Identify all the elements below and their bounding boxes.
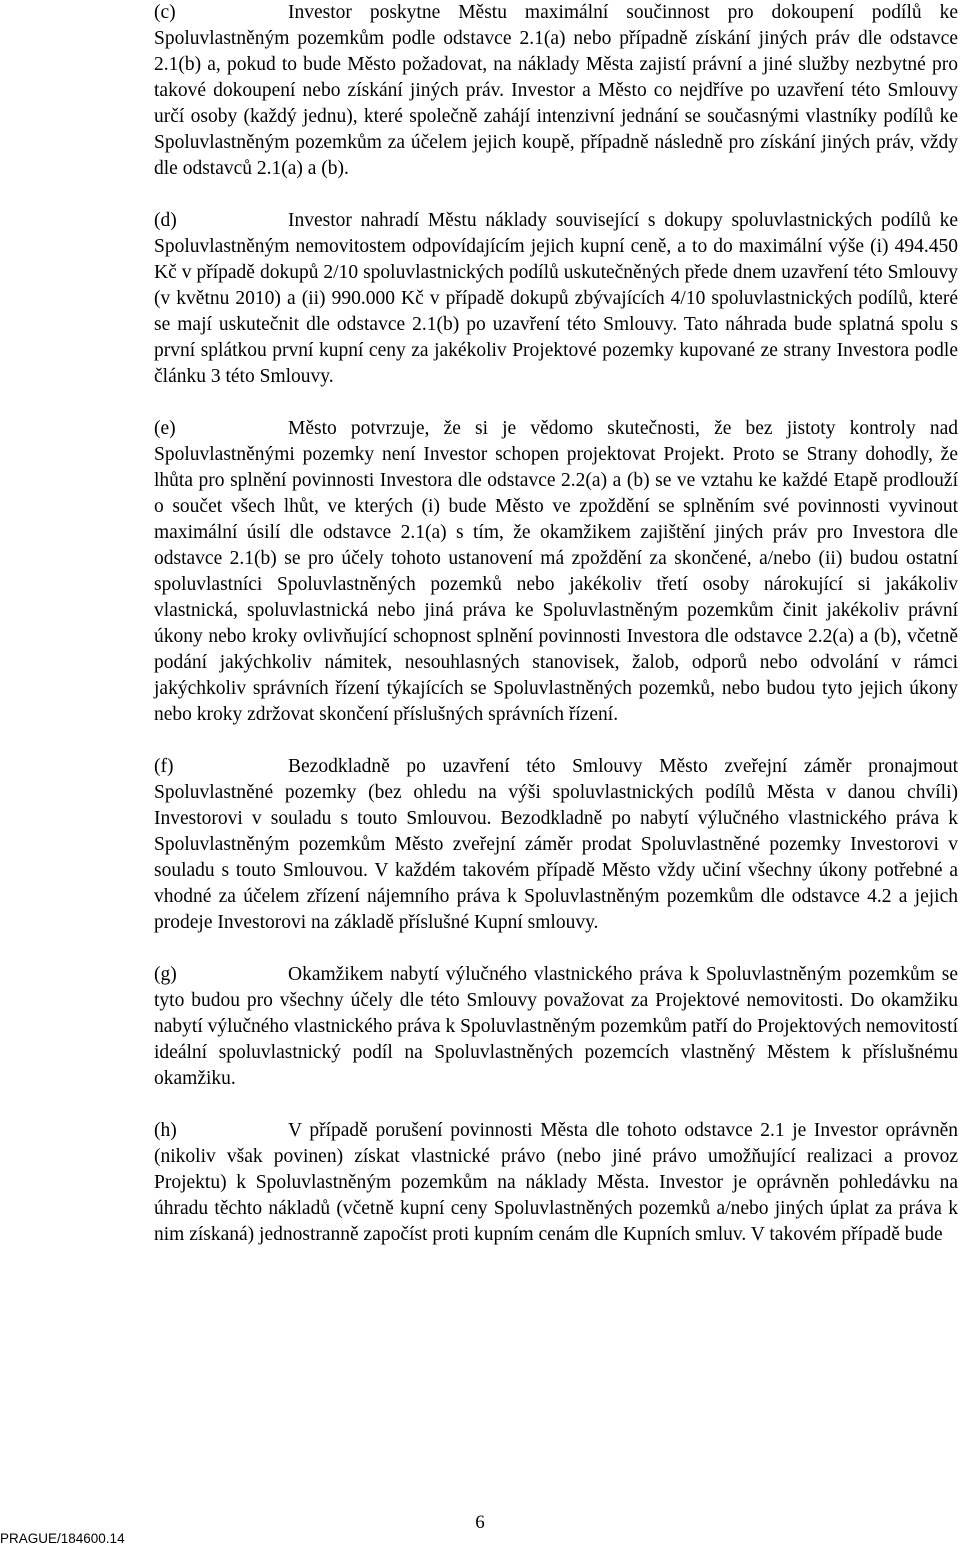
paragraph-text: Okamžikem nabytí výlučného vlastnického práva k Spoluvlastněným pozemkům se tyto budou pro všechny účely dle této Smlouvy považovat za Projektové nemovitosti. Do okamžiku nabytí výlučného vlastnického práva k Spoluvlastněným pozemkům patří do Projektových nemovitostí ideální spoluvlastnický podíl na Spoluvlastněných pozemcích vlastněný Městem k příslušnému okamžiku. (154, 964, 958, 1089)
paragraph-label: (d) (154, 210, 177, 231)
paragraph-text: Město potvrzuje, že si je vědomo skutečnosti, že bez jistoty kontroly nad Spoluvlastněnými pozemky není Investor schopen projektovat Projekt. Proto se Strany dohodly, že lhůta pro splnění povinnosti Investora dle odstavce 2.2(a) a (b) se ve vztahu ke každé Etapě prodlouží o součet všech lhůt, ve kterých (i) bude Město ve zpoždění se splněním své povinnosti vyvinout maximální úsilí dle odstavce 2.1(a) s tím, že okamžikem zajištění jiných práv pro Investora dle odstavce 2.1(b) se pro účely tohoto ustanovení má zpoždění za skončené, a/nebo (ii) budou ostatní spoluvlastníci Spoluvlastněných pozemků nebo jakékoliv třetí osoby nárokující si jakákoliv vlastnická, spoluvlastnická nebo jiná práva ke Spoluvlastněným pozemkům činit jakékoliv právní úkony nebo kroky ovlivňující schopnost splnění povinnosti Investora dle odstavce 2.2(a) a (b), včetně podání jakýchkoliv námitek, nesouhlasných stanovisek, žalob, odporů nebo odvolání v rámci jakýchkoliv správních řízení týkajících se Spoluvlastněných pozemků, nebo budou tyto jejich úkony nebo kroky zdržovat skončení příslušných správních řízení. (154, 418, 958, 725)
paragraph-c (154, 0, 958, 182)
page-number: 6 (475, 1512, 485, 1533)
paragraph-label: (g) (154, 964, 177, 985)
paragraph-text: Investor nahradí Městu náklady související s dokupy spoluvlastnických podílů ke Spoluvlastněným nemovitostem odpovídajícím jejich kupní ceně, a to do maximální výše (i) 494.450 Kč v případě dokupů 2/10 spoluvlastnických podílů uskutečněných přede dnem uzavření této Smlouvy (v květnu 2010) a (ii) 990.000 Kč v případě dokupů zbývajících 4/10 spoluvlastnických podílů, které se mají uskutečnit dle odstavce 2.1(b) po uzavření této Smlouvy. Tato náhrada bude splatná spolu s první splátkou první kupní ceny za jakékoliv Projektové pozemky kupované ze strany Investora podle článku 3 této Smlouvy. (154, 210, 958, 387)
paragraph-text: V případě porušení povinnosti Města dle tohoto odstavce 2.1 je Investor oprávněn (nikoliv však povinen) získat vlastnické právo (nebo jiné právo umožňující realizaci a provoz Projektu) k Spoluvlastněným pozemkům na náklady Města. Investor je oprávněn pohledávku na úhradu těchto nákladů (včetně kupní ceny Spoluvlastněných pozemků a/nebo jiných úplat za práva k nim získaná) jednostranně započíst proti kupním cenám dle Kupních smluv. V takovém případě bude (154, 1120, 958, 1245)
paragraph-text: Bezodkladně po uzavření této Smlouvy Město zveřejní záměr pronajmout Spoluvlastněné pozemky (bez ohledu na výši spoluvlastnických podílů Města v danou chvíli) Investorovi v souladu s touto Smlouvou. Bezodkladně po nabytí výlučného vlastnického práva k Spoluvlastněným pozemkům Město zveřejní záměr prodat Spoluvlastněné pozemky Investorovi v souladu s touto Smlouvou. V každém takovém případě Město vždy učiní všechny úkony potřebné a vhodné za účelem zřízení nájemního práva k Spoluvlastněným pozemkům dle odstavce 4.2 a jejich prodeje Investorovi na základě příslušné Kupní smlouvy. (154, 756, 958, 933)
paragraph-label: (e) (154, 418, 176, 439)
document-reference: PRAGUE/184600.14 (0, 1531, 125, 1546)
paragraph-d (154, 208, 958, 390)
paragraph-label: (h) (154, 1120, 177, 1141)
document-body (154, 0, 958, 1248)
paragraph-h (154, 1118, 958, 1248)
paragraph-label: (c) (154, 2, 176, 23)
paragraph-e (154, 416, 958, 728)
paragraph-g (154, 962, 958, 1092)
paragraph-text: Investor poskytne Městu maximální součinnost pro dokoupení podílů ke Spoluvlastněným pozemkům podle odstavce 2.1(a) nebo případně získání jiných práv dle odstavce 2.1(b) a, pokud to bude Město požadovat, na náklady Města zajistí právní a jiné služby nezbytné pro takové dokoupení nebo získání jiných práv. Investor a Město co nejdříve po uzavření této Smlouvy určí osoby (každý jednu), které společně zahájí intenzivní jednání se současnými vlastníky podílů ke Spoluvlastněným pozemkům za účelem jejich koupě, případně následně pro získání jiných práv, vždy dle odstavců 2.1(a) a (b). (154, 2, 958, 179)
paragraph-label: (f) (154, 756, 174, 777)
paragraph-f (154, 754, 958, 936)
